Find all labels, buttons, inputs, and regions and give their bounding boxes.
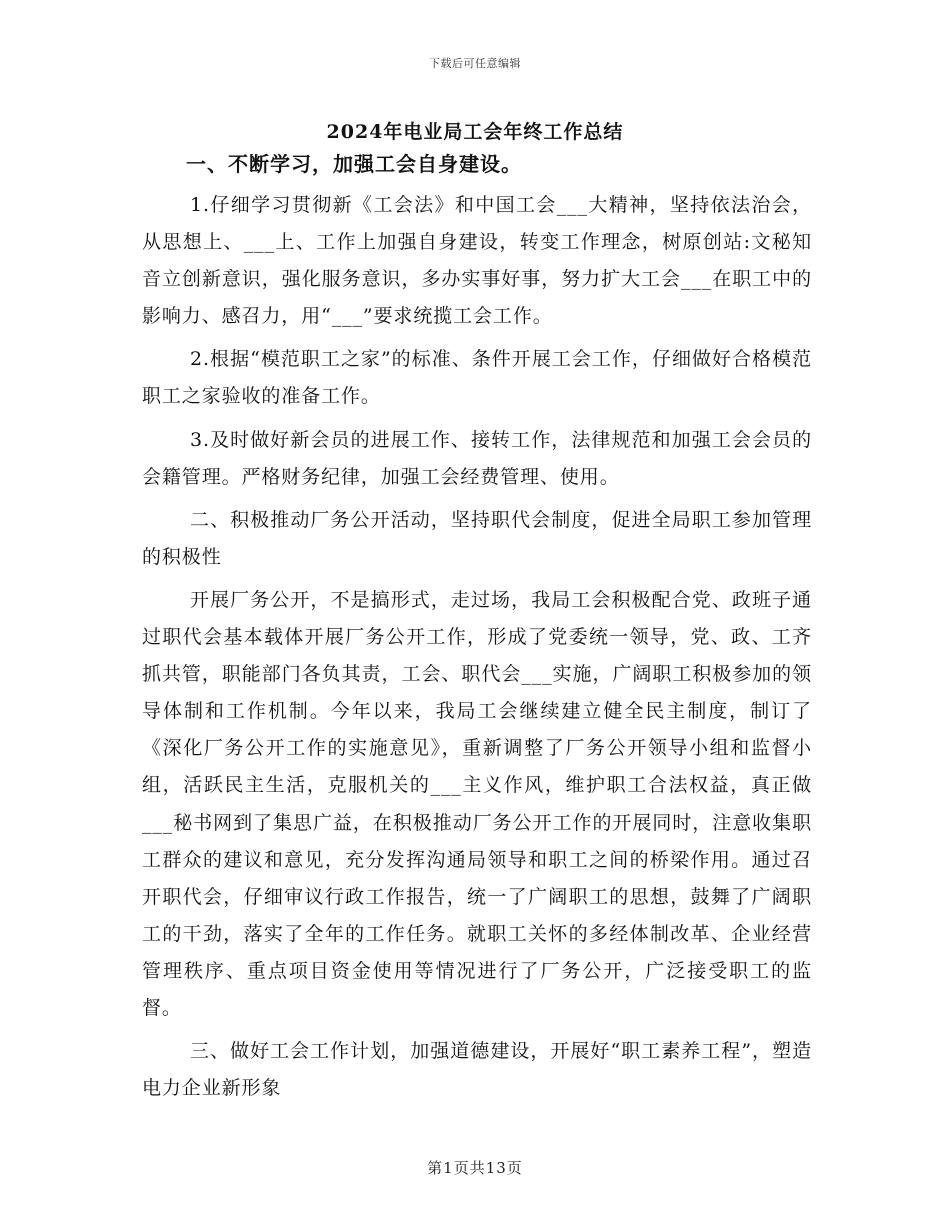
section-heading-3: 三、做好工会工作计划，加强道德建设，开展好“职工素养工程”，塑造电力企业新形象 — [142, 1040, 812, 1100]
paragraph-item-1: 1.仔细学习贯彻新《工会法》和中国工会___大精神，坚持依法治会，从思想上、___上、工作上加强自身建设，转变工作理念，树原创站:文秘知音立创新意识，强化服务意识，多办实事好事，努力扩大工会___在职工中的影响力、感召力，用“___”要求统揽工会工作。 — [142, 194, 812, 328]
document-body — [142, 148, 812, 1113]
section-heading-1: 一、不断学习，加强工会自身建设。 — [186, 152, 522, 176]
paragraph-item-2: 2.根据“模范职工之家”的标准、条件开展工会工作，仔细做好合格模范职工之家验收的准备工作。 — [142, 348, 812, 408]
paragraph-item-3: 3.及时做好新会员的进展工作、接转工作，法律规范和加强工会会员的会籍管理。严格财务纪律，加强工会经费管理、使用。 — [142, 428, 812, 488]
page-number: 第1页共13页 — [427, 1159, 523, 1177]
header-note: 下载后可任意编辑 — [429, 57, 521, 70]
paragraph-body: 开展厂务公开，不是搞形式，走过场，我局工会积极配合党、政班子通过职代会基本载体开展厂务公开工作，形成了党委统一领导，党、政、工齐抓共管，职能部门各负其责，工会、职代会___实施，广阔职工积极参加的领导体制和工作机制。今年以来，我局工会继续建立健全民主制度，制订了《深化厂务公开工作的实施意见》，重新调整了厂务公开领导小组和监督小组，活跃民主生活，克服机关的___主义作风，维护职工合法权益，真正做___秘书网到了集思广益，在积极推动厂务公开工作的开展同时，注意收集职工群众的建议和意见，充分发挥沟通局领导和职工之间的桥梁作用。通过召开职代会，仔细审议行政工作报告，统一了广阔职工的思想，鼓舞了广阔职工的干劲，落实了全年的工作任务。就职工关怀的多经体制改革、企业经营管理秩序、重点项目资金使用等情况进行了厂务公开，广泛接受职工的监督。 — [142, 588, 812, 1019]
section-heading-2: 二、积极推动厂务公开活动，坚持职代会制度，促进全局职工参加管理的积极性 — [142, 508, 812, 568]
document-title: 2024年电业局工会年终工作总结 — [326, 121, 624, 143]
